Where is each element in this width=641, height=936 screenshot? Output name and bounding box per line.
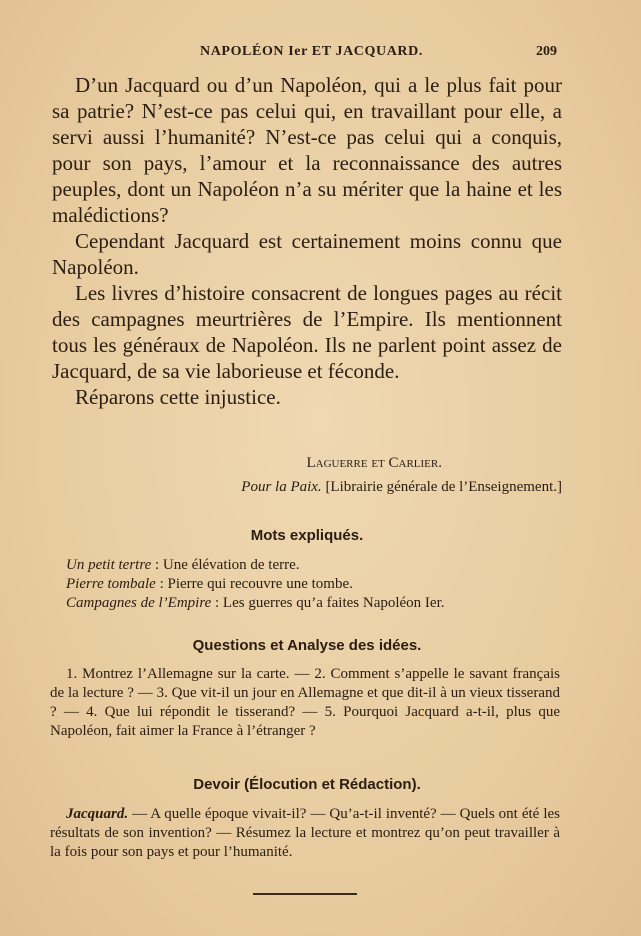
glossary-term: Campagnes de l’Empire: [66, 595, 212, 611]
glossary-term: Un petit tertre: [66, 557, 152, 573]
devoir-body: — A quelle époque vivait-il? — Qu’a-t-il inventé? — Quels ont été les résultats de son invention? — Résumez la lecture et montrez qu’on peut travailler à la fois pour son pays et pour l’humanité.: [50, 806, 560, 860]
devoir-heading: Devoir (Élocution et Rédaction).: [193, 776, 421, 793]
end-rule: [253, 893, 357, 895]
glossary-term: Pierre tombale: [66, 576, 156, 592]
glossary-definition: : Une élévation de terre.: [151, 557, 300, 573]
questions-text: 1. Montrez l’Allemagne sur la carte. — 2. Comment s’appelle le savant français de la lecture ? — 3. Que vit-il un jour en Allemagne et que dit-il à un vieux tisserand ? — 4. Que lui répondit le tisserand? — 5. Pourquoi Jacquard a-t-il, plus que Napoléon, fait aimer la France à l’étranger ?: [50, 666, 560, 739]
questions-heading: Questions et Analyse des idées.: [192, 637, 422, 654]
devoir-lead: Jacquard.: [66, 806, 129, 822]
mots-expliques-heading: Mots expliqués.: [250, 527, 364, 544]
main-text: [52, 72, 562, 410]
publisher: [Librairie générale de l’Enseignement.]: [325, 479, 562, 495]
glossary-definition: : Pierre qui recouvre une tombe.: [155, 576, 353, 592]
glossary-item: [66, 556, 556, 575]
glossary-item: [66, 575, 556, 594]
running-title: NAPOLÉON Ier ET JACQUARD.: [200, 44, 423, 59]
paragraph: Réparons cette injustice.: [75, 385, 281, 409]
paragraph: Les livres d’histoire consacrent de longues pages au récit des campagnes meurtrières de l’Empire. Ils mentionnent tous les généraux de Napoléon. Ils ne parlent point assez de Jacquard, de sa vie laborieuse et féconde.: [52, 281, 562, 383]
paragraph: D’un Jacquard ou d’un Napoléon, qui a le plus fait pour sa patrie? N’est-ce pas celui qui, en travaillant pour elle, a servi aussi l’humanité? N’est-ce pas celui qui a conquis, pour son pays, l’amour et la reconnaissance des autres peuples, dont un Napoléon n’a su mériter que la haine et les malédictions?: [52, 73, 562, 227]
paragraph: Cependant Jacquard est certainement moins connu que Napoléon.: [52, 229, 562, 279]
running-header: [0, 44, 641, 64]
glossary-list: [66, 556, 556, 613]
page-number: 209: [536, 44, 557, 59]
devoir-text: [50, 805, 560, 862]
glossary-item: [66, 594, 556, 613]
glossary-definition: : Les guerres qu’a faites Napoléon Ier.: [211, 595, 445, 611]
book-title: Pour la Paix.: [241, 479, 322, 495]
source-authors: Laguerre et Carlier.: [306, 455, 442, 471]
source-book: [52, 479, 562, 496]
